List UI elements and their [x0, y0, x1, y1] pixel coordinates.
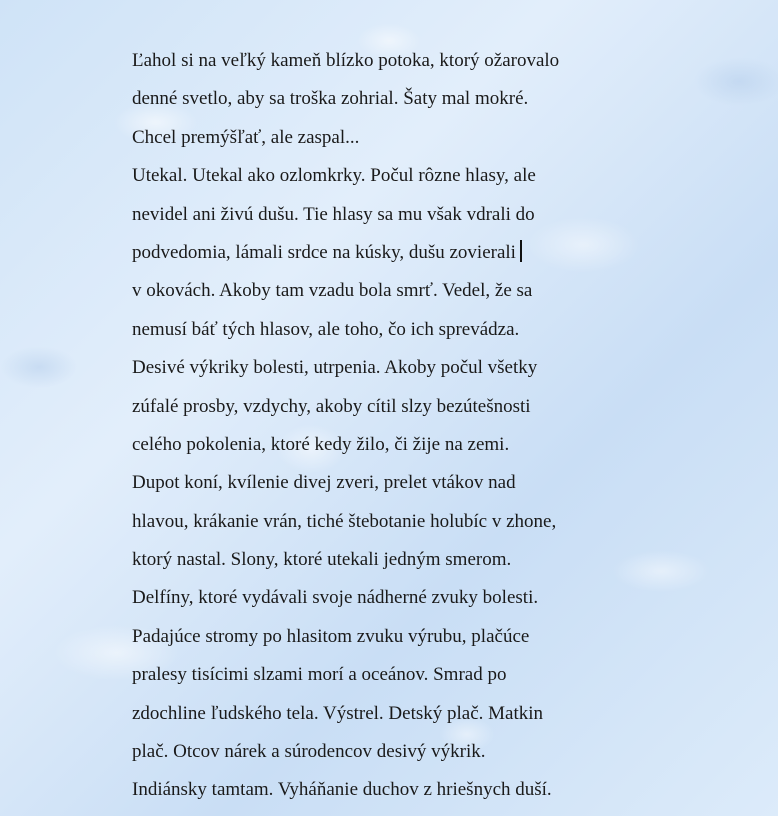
text-line: zúfalé prosby, vzdychy, akoby cítil slzy bezútešnosti	[132, 395, 531, 417]
text-line: Utekal. Utekal ako ozlomkrky. Počul rôzne hlasy, ale	[132, 165, 536, 187]
text-line: hlavou, krákanie vrán, tiché štebotanie holubíc v zhone,	[132, 510, 557, 532]
text-line: nemusí báť tých hlasov, ale toho, čo ich sprevádza.	[132, 318, 520, 340]
text-line: Delfíny, ktoré vydávali svoje nádherné zvuky bolesti.	[132, 587, 539, 609]
text-line: Ľahol si na veľký kameň blízko potoka, ktorý ožarovalo	[132, 50, 560, 71]
text-line: Padajúce stromy po hlasitom zvuku výrubu, plačúce	[132, 625, 530, 647]
text-line: zdochline ľudského tela. Výstrel. Detský plač. Matkin	[132, 702, 544, 724]
text-line: pralesy tisícimi slzami morí a oceánov. Smrad po	[132, 664, 507, 686]
text-line: Desivé výkriky bolesti, utrpenia. Akoby počul všetky	[132, 357, 538, 379]
text-line: v okovách. Akoby tam vzadu bola smrť. Vedel, že sa	[132, 280, 533, 302]
text-line: nevidel ani živú dušu. Tie hlasy sa mu však vdrali do	[132, 203, 535, 225]
text-line: ktorý nastal. Slony, ktoré utekali jedným smerom.	[132, 549, 512, 571]
text-line: plač. Otcov nárek a súrodencov desivý výkrik.	[132, 741, 486, 763]
text-document[interactable]	[132, 42, 652, 810]
text-line: Indiánsky tamtam. Vyháňanie duchov z hriešnych duší.	[132, 779, 552, 801]
text-line-with-caret	[132, 234, 652, 272]
text-cursor	[520, 240, 522, 262]
text-line: podvedomia, lámali srdce na kúsky, dušu zovierali	[132, 241, 516, 263]
text-line: denné svetlo, aby sa troška zohrial. Šaty mal mokré.	[132, 88, 529, 110]
text-line: celého pokolenia, ktoré kedy žilo, či žije na zemi.	[132, 433, 510, 455]
text-line: Dupot koní, kvílenie divej zveri, prelet vtákov nad	[132, 472, 516, 494]
text-line: Chcel premýšľať, ale zaspal...	[132, 126, 360, 148]
